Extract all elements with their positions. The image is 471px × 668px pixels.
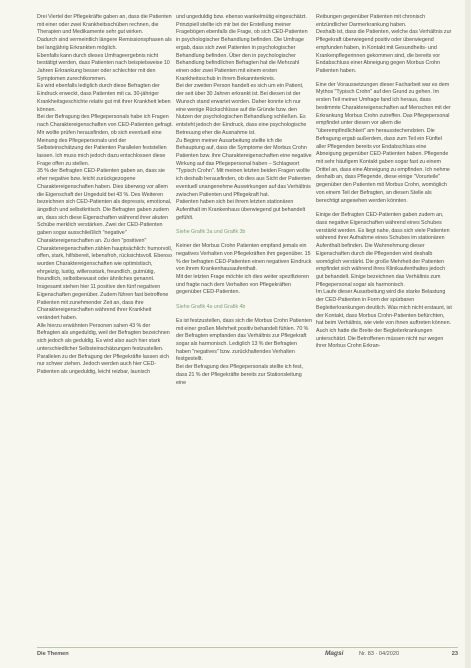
figure-reference-3: Siehe Grafik 3a und Grafik 3b — [176, 229, 246, 236]
text-column-2 — [176, 14, 312, 387]
paragraph: Im Laufe dieser Ausarbeitung wird die starke Belastung der CED-Patienten in Form der spürbaren Begleiterkrankungen deutlich. Was mich nicht erstaunt, ist der Kontakt, dass Morbus Crohn-Patienten befürchten, hat beim Verhältnis, wie viele von ihnen auftreten können. Auch ich hatte die Breite der Begleiterkrankungen unterschätzt. Die Betroffenen müssen nicht nur wegen ihrer Morbus Crohn Erkran- — [316, 289, 452, 350]
paragraph: Mit der letzten Frage möchte ich dies weiter spezifizieren und fragte nach dem Verhalten von Pflegekräften gegenüber CED-Patienten. — [176, 274, 309, 296]
paragraph: Bei der Befragung des Pflegepersonals habe ich Fragen nach Charaktereigenschaften von CED-Patienten gefragt. Mir wollte prüfen herausfinden, ob sich eventuell eine Meinung des Pflegepersonals und der Selbsteinschätzung der Patienten Parallelen feststellen lassen. Ich muss mich jedoch dazu entschlossen diese Frage offen zu stellen. — [37, 114, 173, 167]
page-edge — [465, 0, 471, 668]
paragraph: Alle hierzu erwähnten Personen sahen 43 % der Befragten als ungeduldig, weil der Befragten bezeichnen sich jedoch als geduldig. Es wird also auch hier stark unterschiedlicher Selbsteinschätzungen festzustellen. — [37, 322, 170, 352]
figure-reference-4: Siehe Grafik 4a und Grafik 4b — [176, 304, 246, 311]
page-footer — [37, 647, 458, 660]
footer-brand: Magsi — [325, 650, 344, 657]
paragraph: Eine der Voraussetzungen dieser Facharbeit war es dem Mythos "Typisch Crohn" auf den Grund zu gehen. Im ersten Teil meiner Umfrage fand ich heraus, dass bestimmte Charaktereigenschaften auf Menschen mit der Erkrankung Morbus Crohn zutreffen. Das Pflegepersonal empfindet unter diesen vor allem die "überempfindlichkeit" am herausstechendsten. Die Befragung ergab außerdem, dass zum Teil ein Fünftel aller Pflegenden bereits vor Endabschluss eine Abneigung gegenüber CED-Patienten haben. Pflegende mit sehr häufigem Kontakt gaben sogar fast zu einem Drittel an, dass eine Abneigung zu empfinden. Ich nehme deshalb an, dass Pflegende, diese einige "Vorurteile" gegenüber den Patienten mit Morbus Crohn, womöglich von einem Teil der Befragten, an diesen Stelle als berechtigt angesehen werden könnten. — [316, 81, 451, 204]
paragraph: Ebenfalls kann durch dieses Umfrageergebnis nicht bestätigt werden, dass Patienten nach beispielsweise 10 Jahren Erkrankung besser oder schlechter mit den Symptomen zurechtkommen. — [37, 52, 170, 82]
paragraph: Es ist festzustellen, dass sich die Morbus Crohn Patienten mit einer großen Mehrheit positiv behandelt fühlen. 70 % der Befragten empfanden das Verhältnis zur Pflegekraft sogar als harmonisch. Lediglich 13 % der Befragten haben "negatives" bzw. zurückhaltendes Verhalten festgestellt. — [176, 317, 312, 363]
paragraph: Parallelen zu der Befragung der Pflegekräfte lassen sich nur schwer ziehen. Jedoch werden auch hier CED-Patienten als ungeduldig, leicht reizbar, launisch — [37, 353, 169, 376]
text-column-1 — [37, 14, 173, 377]
footer-section-label: Die Themen — [37, 651, 69, 657]
paragraph: Reibungen gegenüber Patienten mit chronisch entzündlicher Darmerkrankung haben. — [316, 14, 426, 28]
paragraph: Einige der Befragten CED-Patienten gaben zudem an, dass negative Eigenschaften während eines Schubes verstärkt werden. Es liegt nahe, dass sich viele Patienten während ihrer Aufnahme eines Schubes im stationären Aufenthalt befinden. Die Wahrnehmung dieser Eigenschaften durch die Pflegenden wird deshalb womöglich verstärkt. Die große Mehrheit der Patienten empfindet sich während ihres Klinikaufenthaltes jedoch gut behandelt. Einige bezeichnen das Verhältnis zum Pflegepersonal sogar als harmonisch. — [316, 212, 450, 288]
text-column-3 — [316, 14, 452, 351]
paragraph: Drei Viertel der Pflegekräfte gaben an, dass die Patienten mit einer oder zwei Krankheitsschüben rechnen, die Therapien und Medikamente sehr gut wirken. — [37, 14, 172, 36]
paragraph: und ungeduldig bzw. ebenso wankelmütig eingeschätzt. Prinzipiell stellte ich mir bei der Erstellung meiner Fragebögen ebenfalls die Frage, ob sich CED-Patienten in psychologischer Behandlung befinden. Die Umfrage ergab, dass sich zwei Patienten in psychologischer Behandlung befinden. Über den in psychologischer Behandlung befindlichen Befragten hat die Mehrzahl einen oder zwei Patienten mit einem ersten Krankheitsschub in ihrem Bekanntenkreis. — [176, 14, 308, 82]
paragraph: Deshalb ist, dass die Patienten, welche das Verhältnis zur Pflegekraft überwiegend positiv oder überwiegend empfunden haben, in Kontakt mit Gesundheits- und Krankenpflegerinnen gekommen sind, die bereits vor Endabschluss einer Abneigung gegen Morbus Crohn Patienten haben. — [316, 29, 452, 75]
paragraph: Es wird ebenfalls lediglich durch diese Befragten der Eindruck erweckt, dass Patienten mit ca. 30-jähriger Krankheitsgeschichte relativ gut mit ihrer Krankheit leben können. — [37, 83, 171, 113]
paragraph: Dadurch sind vermeintlich längere Remissionsphasen als bei langjährig Erkrankten möglich. — [37, 37, 172, 51]
footer-issue: Nr. 83 · 04/2020 — [359, 651, 400, 657]
paragraph: Bei der zweiten Person handelt es sich um ein Patient, der seit über 30 Jahren erkrankt ist. Bei diesen ist der Wunsch stand erwartet worden. Daher konnte ich nur eine wenige Rückschlüsse auf die Gründe bzw. den Nutzen der psychologischen Behandlung schließen. Es entsteht jedoch der Eindruck, dass eine psychologische Betreuung eher die Ausnahme ist. — [176, 83, 307, 136]
page-number: 23 — [451, 651, 458, 657]
paragraph: Zu Beginn meiner Ausarbeitung stellte ich die Behauptung auf, dass die Symptome der Morbus Crohn Patienten bzw. ihre Charaktereigenschaften eine negative Wirkung auf das Pflegepersonal haben – Schlagwort "Typisch Crohn". Mit meinen letzten beiden Fragen wollte ich deshalb herausfinden, ob dies aus Sicht der Patienten eventuell unangenehme Auswirkungen auf das Verhältnis zwischen Patienten und Pflegekraft hat. — [176, 137, 312, 198]
paragraph: 35 % der Befragten CED-Patienten gaben an, dass sie eher negative bzw. leicht zurückgezogene Charaktereigenschaften haben. Dies überwog vor allem die Eigenschaft der Ungeduld bei 43 %. Des Weiteren bezeichnen sich CED-Patienten als depressiv, emotional, ängstlich und selbstkritisch. Die Befragten gaben zudem an, dass sich diese Eigenschaften während ihrer akuten Schübe merklich verstärken. Zwei der CED-Patienten gaben sogar ausschließlich "negative" Charaktereigenschaften an. Zu den "positiven" Charaktereigenschaften zählen hauptsächlich: humorvoll, offen, stark, hilfsbereit, lebensfroh, rücksichtsvoll. Ebenso wurden Charaktereigenschaften wie optimistisch, ehrgeizig, lustig, willensstark, freundlich, gutmütig, freundlich, selbstbewusst oder ähnliches genannt. Insgesamt stehen hier 11 positive den fünf negativen Eigenschaften gegenüber. Zudem führen fast betroffene Patienten mit zunehmender Zeit an, dass ihre Charaktereigenschaften während ihrer Krankheit verändert haben. — [37, 168, 173, 322]
paragraph: Bei der Befragung des Pflegepersonals stellte ich fest, dass 21 % der Pflegekräfte bereits zur Stationsleitung eine — [176, 364, 303, 386]
paragraph: Keiner der Morbus Crohn Patienten empfand jemals ein negatives Verhalten von Pflegekräften ihm gegenüber. 15 % der befragten CED-Patienten einen negativen Eindruck von ihrem Krankenhausaufenthalt. — [176, 243, 312, 273]
paragraph: Patienten haben sich bei ihrem letzten stationären Aufenthalt im Krankenhaus überwiegend gut behandelt gefühlt. — [176, 199, 306, 221]
